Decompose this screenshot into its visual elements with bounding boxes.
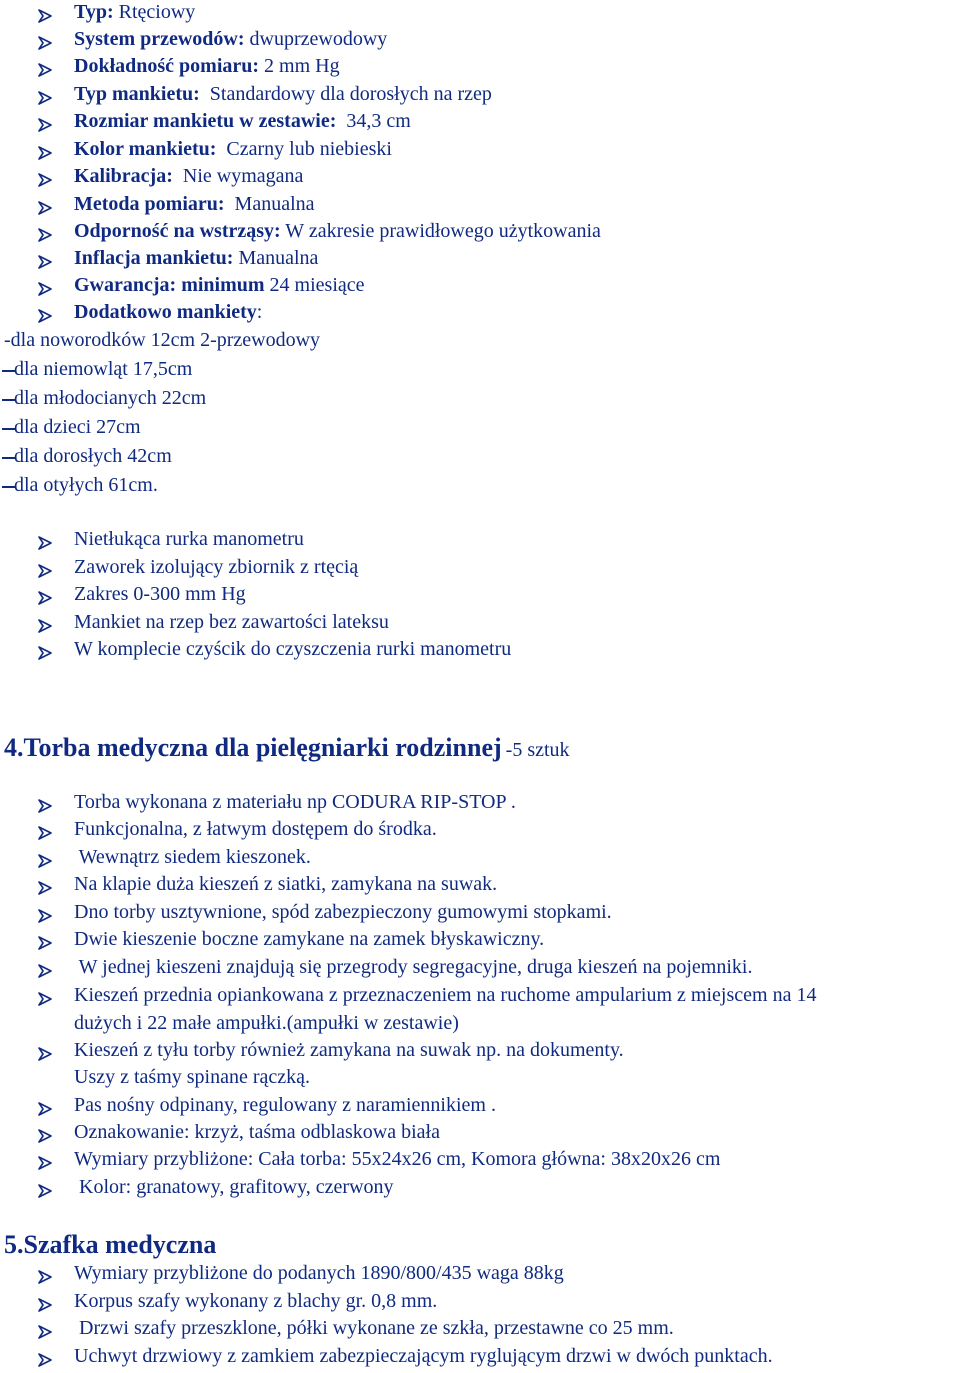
arrow-bullet-icon [38, 59, 52, 73]
bag-text: Na klapie duża kieszeń z siatki, zamykana na suwak. [74, 873, 498, 895]
section-5-heading [0, 1230, 960, 1260]
feature-text: Zakres 0-300 mm Hg [74, 583, 246, 605]
arrow-bullet-icon [38, 1125, 52, 1139]
arrow-bullet-icon [38, 932, 52, 946]
cuff-line [0, 328, 960, 352]
spec-text [74, 137, 392, 161]
section-4-heading [0, 733, 960, 763]
bag-text: Kieszeń przednia opiankowana z przeznaczeniem na ruchome ampularium z miejscem na 14 [74, 984, 817, 1006]
spec-text [74, 0, 195, 24]
spec-value: Manualna [224, 193, 315, 215]
arrow-bullet-icon [38, 142, 52, 156]
cuff-line [0, 473, 960, 497]
arrow-bullet-icon [38, 87, 52, 101]
bag-text: Wymiary przybliżone: Cała torba: 55x24x26 cm, Komora główna: 38x20x26 cm [74, 1148, 721, 1170]
spec-item [0, 246, 960, 270]
spec-label: Typ mankietu: [74, 83, 200, 105]
spec-text [74, 300, 262, 324]
spec-value: 24 miesiące [264, 274, 365, 296]
bag-text: Dwie kieszenie boczne zamykane na zamek błyskawiczny. [74, 928, 545, 950]
arrow-bullet-icon [38, 5, 52, 19]
spec-label: Odporność na wstrząsy: [74, 220, 281, 242]
cabinet-text: Korpus szafy wykonany z blachy gr. 0,8 mm. [74, 1290, 438, 1312]
spec-label: Gwarancja: minimum [74, 274, 265, 296]
arrow-bullet-icon [38, 1321, 52, 1335]
arrow-bullet-icon [38, 278, 52, 292]
bag-item [0, 1065, 960, 1089]
arrow-bullet-icon [38, 1294, 52, 1308]
arrow-bullet-icon [38, 560, 52, 574]
cuff-text: -dla noworodków 12cm 2-przewodowy [4, 329, 321, 351]
spec-item [0, 0, 960, 24]
bag-item [0, 872, 960, 896]
arrow-bullet-icon [38, 305, 52, 319]
spec-value: 2 mm Hg [259, 55, 340, 77]
bag-item [0, 817, 960, 841]
spec-text [74, 109, 411, 133]
feature-item [0, 582, 960, 606]
spec-value: 34,3 cm [336, 110, 411, 132]
spec-label: Rozmiar mankietu w zestawie: [74, 110, 337, 132]
spec-item [0, 300, 960, 324]
spec-value: dwuprzewodowy [244, 28, 388, 50]
arrow-bullet-icon [38, 1349, 52, 1363]
arrow-bullet-icon [38, 905, 52, 919]
arrow-bullet-icon [38, 795, 52, 809]
spec-text [74, 219, 601, 243]
cuff-line [0, 444, 960, 468]
spec-value: Czarny lub niebieski [216, 138, 392, 160]
spec-text [74, 164, 303, 188]
arrow-bullet-icon [38, 1152, 52, 1166]
spec-text [74, 54, 340, 78]
bag-item [0, 1120, 960, 1144]
spec-text [74, 27, 387, 51]
arrow-bullet-icon [38, 197, 52, 211]
spec-label: Dodatkowo mankiety [74, 301, 257, 323]
spec-value: : [256, 301, 263, 323]
bag-text: Dno torby usztywnione, spód zabezpieczony gumowymi stopkami. [74, 901, 612, 923]
section-title [4, 733, 570, 765]
spec-item [0, 164, 960, 188]
bag-item [0, 1093, 960, 1117]
arrow-bullet-icon [38, 1266, 52, 1280]
spec-value: Nie wymagana [172, 165, 304, 187]
spec-label: Metoda pomiaru: [74, 193, 225, 215]
bag-item [0, 1175, 960, 1199]
spec-item [0, 27, 960, 51]
bag-text: Pas nośny odpinany, regulowany z naramiennikiem . [74, 1094, 496, 1116]
feature-item [0, 555, 960, 579]
arrow-bullet-icon [38, 32, 52, 46]
cabinet-item [0, 1289, 960, 1313]
spec-item [0, 219, 960, 243]
arrow-bullet-icon [38, 114, 52, 128]
feature-item [0, 610, 960, 634]
section-title-text: 4.Torba medyczna dla pielęgniarki rodzinnej [4, 733, 502, 762]
spec-label: Kolor mankietu: [74, 138, 217, 160]
spec-text [74, 82, 492, 106]
spec-text [74, 273, 365, 297]
arrow-bullet-icon [38, 822, 52, 836]
spec-text [74, 192, 315, 216]
bag-text: Funkcjonalna, z łatwym dostępem do środka. [74, 818, 437, 840]
bag-item [0, 845, 960, 869]
spec-value: W zakresie prawidłowego użytkowania [280, 220, 601, 242]
bag-text: Torba wykonana z materiału np CODURA RIP-STOP . [74, 791, 516, 813]
arrow-bullet-icon [38, 615, 52, 629]
bag-item [0, 1038, 960, 1062]
spec-label: Inflacja mankietu: [74, 247, 234, 269]
feature-text: W komplecie czyścik do czyszczenia rurki manometru [74, 638, 512, 660]
arrow-bullet-icon [38, 988, 52, 1002]
arrow-bullet-icon [38, 642, 52, 656]
arrow-bullet-icon [38, 224, 52, 238]
arrow-bullet-icon [38, 1180, 52, 1194]
arrow-bullet-icon [38, 850, 52, 864]
bag-text: Wewnątrz siedem kieszonek. [74, 846, 311, 868]
bag-text: Kieszeń z tyłu torby również zamykana na suwak np. na dokumenty. [74, 1039, 624, 1061]
bag-text: Oznakowanie: krzyż, taśma odblaskowa biała [74, 1121, 440, 1143]
arrow-bullet-icon [38, 1043, 52, 1057]
cuff-text: dla otyłych 61cm. [14, 474, 158, 496]
spec-value: Rtęciowy [113, 1, 196, 23]
feature-text: Mankiet na rzep bez zawartości lateksu [74, 611, 389, 633]
feature-text: Nietłukąca rurka manometru [74, 528, 304, 550]
arrow-bullet-icon [38, 960, 52, 974]
spec-item [0, 109, 960, 133]
bag-item [0, 900, 960, 924]
arrow-bullet-icon [38, 251, 52, 265]
cuff-line [0, 415, 960, 439]
spec-label: Kalibracja: [74, 165, 173, 187]
section-suffix: -5 sztuk [505, 739, 570, 761]
arrow-bullet-icon [38, 169, 52, 183]
cabinet-text: Wymiary przybliżone do podanych 1890/800/435 waga 88kg [74, 1262, 564, 1284]
spec-item [0, 82, 960, 106]
bag-text: W jednej kieszeni znajdują się przegrody segregacyjne, druga kieszeń na pojemniki. [74, 956, 753, 978]
spec-item [0, 54, 960, 78]
bag-item [0, 1147, 960, 1171]
cuff-text: dla młodocianych 22cm [14, 387, 207, 409]
spec-value: Standardowy dla dorosłych na rzep [199, 83, 492, 105]
section-title: 5.Szafka medyczna [4, 1230, 217, 1259]
arrow-bullet-icon [38, 877, 52, 891]
bag-item [0, 790, 960, 814]
arrow-bullet-icon [38, 587, 52, 601]
bag-item [0, 955, 960, 979]
cabinet-text: Uchwyt drzwiowy z zamkiem zabezpieczającym ryglującym drzwi w dwóch punktach. [74, 1345, 773, 1367]
cabinet-item [0, 1344, 960, 1368]
bag-item [0, 1011, 960, 1035]
cuff-line [0, 357, 960, 381]
cabinet-item [0, 1316, 960, 1340]
bag-text: dużych i 22 małe ampułki.(ampułki w zestawie) [74, 1012, 459, 1034]
spec-value: Manualna [233, 247, 319, 269]
spec-item [0, 137, 960, 161]
bag-item [0, 983, 960, 1007]
bag-item [0, 927, 960, 951]
feature-text: Zaworek izolujący zbiornik z rtęcią [74, 556, 359, 578]
spec-text [74, 246, 318, 270]
spec-item [0, 192, 960, 216]
cabinet-item [0, 1261, 960, 1285]
bag-text: Uszy z taśmy spinane rączką. [74, 1066, 311, 1088]
feature-item [0, 527, 960, 551]
spec-item [0, 273, 960, 297]
feature-item [0, 637, 960, 661]
cuff-text: dla niemowląt 17,5cm [14, 358, 193, 380]
cuff-text: dla dzieci 27cm [14, 416, 141, 438]
cuff-text: dla dorosłych 42cm [14, 445, 172, 467]
arrow-bullet-icon [38, 1098, 52, 1112]
spec-label: Dokładność pomiaru: [74, 55, 260, 77]
arrow-bullet-icon [38, 532, 52, 546]
cuff-line [0, 386, 960, 410]
spec-label: System przewodów: [74, 28, 245, 50]
spec-label: Typ: [74, 1, 114, 23]
bag-text: Kolor: granatowy, grafitowy, czerwony [74, 1176, 394, 1198]
cabinet-text: Drzwi szafy przeszklone, półki wykonane ze szkła, przestawne co 25 mm. [74, 1317, 674, 1339]
